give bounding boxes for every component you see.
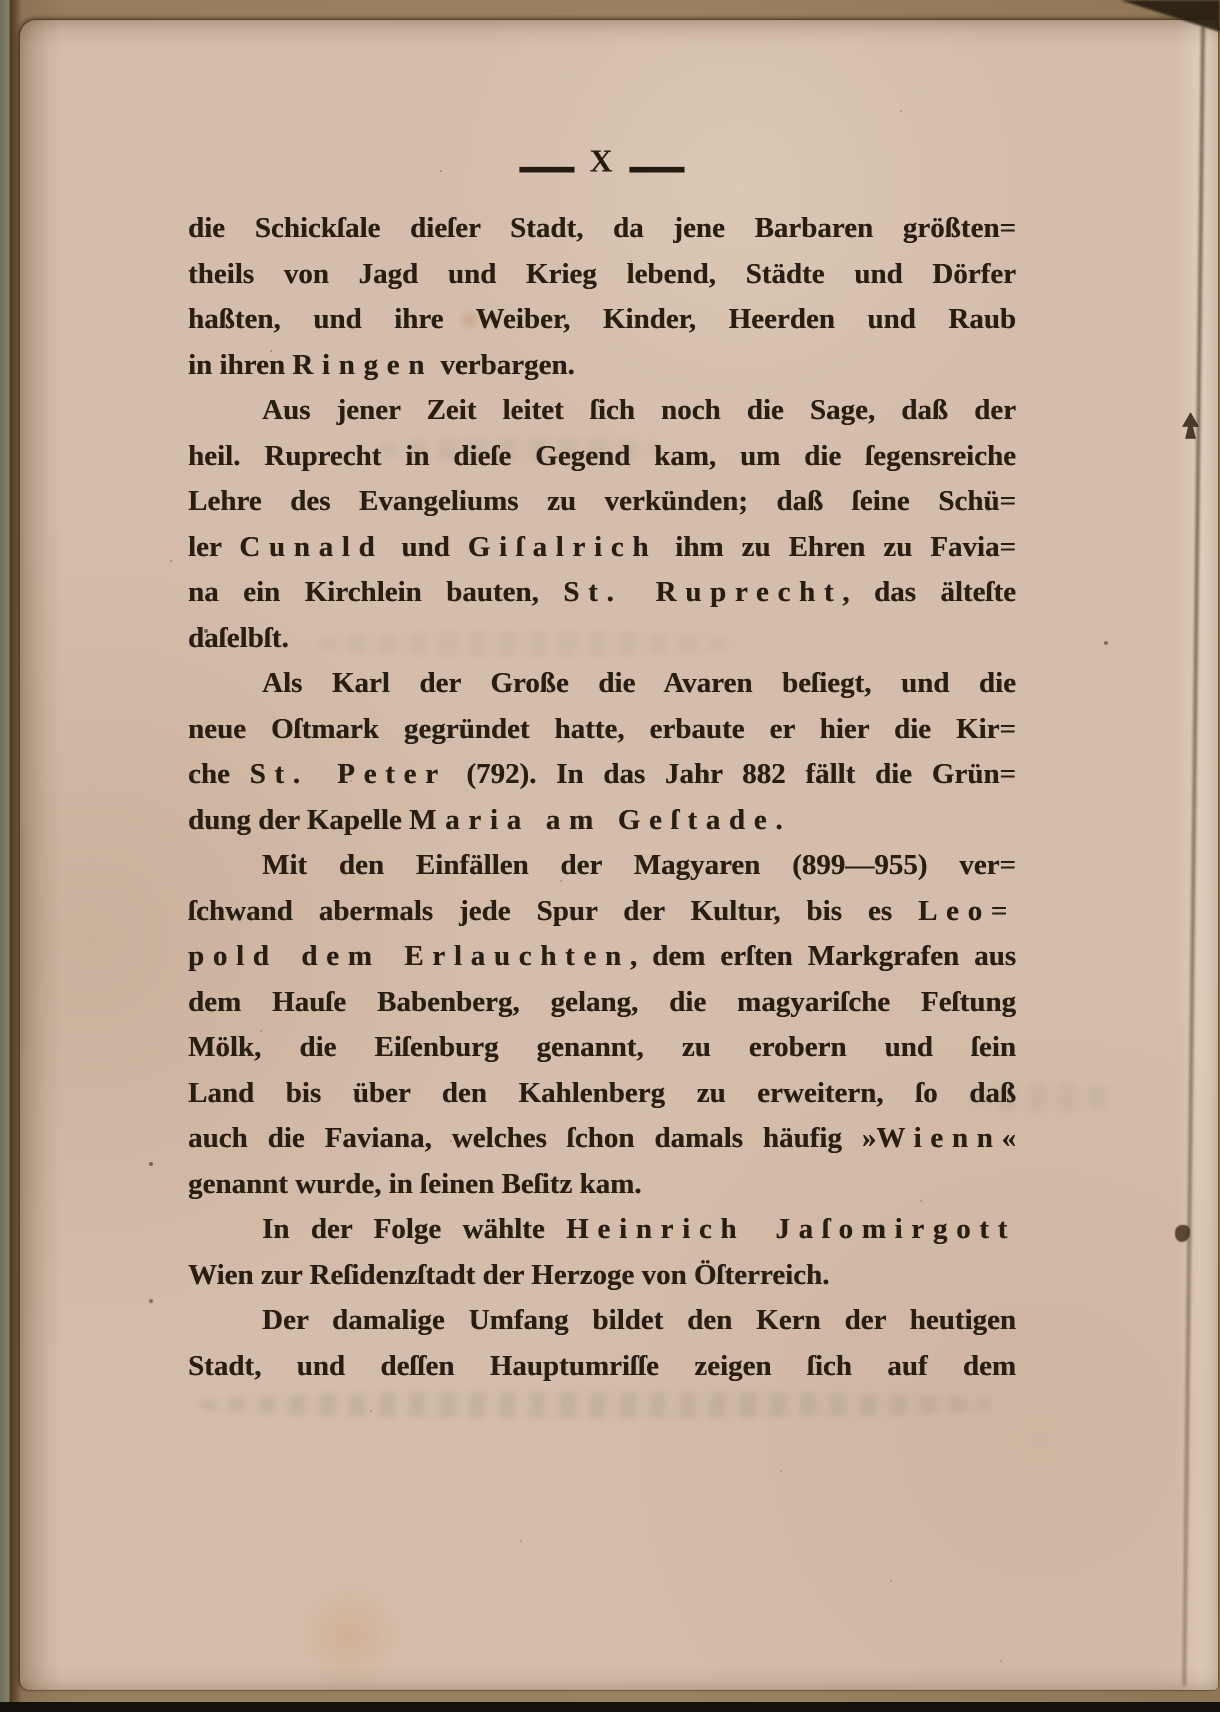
text-block bbox=[188, 206, 1016, 1389]
text-line bbox=[188, 1025, 1016, 1071]
text-line bbox=[188, 297, 1016, 343]
spaced-text-segment: St. Ruprecht bbox=[563, 576, 843, 608]
text-segment: ler bbox=[188, 530, 240, 563]
text-segment: na ein Kirchlein bauten, bbox=[188, 576, 564, 608]
text-line bbox=[188, 934, 1016, 980]
text-segment: heil. Ruprecht in dieſe Gegend kam, um die ſegensreiche bbox=[188, 439, 1016, 472]
spaced-text-segment: Cunald bbox=[239, 530, 384, 563]
header-rule-right: — bbox=[629, 115, 684, 206]
text-line bbox=[188, 661, 1016, 707]
text-segment: . bbox=[775, 803, 783, 836]
text-segment: genannt wurde, in ſeinen Beſitz kam. bbox=[188, 1167, 642, 1200]
text-line bbox=[188, 1344, 1016, 1390]
text-line bbox=[188, 1162, 1016, 1208]
text-segment: Der damalige Umfang bildet den Kern der heutigen bbox=[262, 1304, 1016, 1336]
spaced-text-segment: Giſalrich bbox=[467, 530, 658, 563]
text-segment: ihm zu Ehren zu Favia= bbox=[657, 530, 1017, 563]
text-segment: , dem erſten Markgrafen aus bbox=[629, 940, 1016, 972]
text-segment: Land bis über den Kahlenberg zu erweitern, ſo daß bbox=[188, 1076, 1016, 1109]
text-line bbox=[188, 980, 1016, 1026]
text-line bbox=[188, 707, 1016, 753]
text-segment: Als Karl der Große die Avaren beſiegt, und die bbox=[262, 667, 1016, 699]
page-header bbox=[188, 115, 1016, 206]
text-line bbox=[188, 1207, 1016, 1253]
text-segment: Lehre des Evangeliums zu verkünden; daß ſeine Schü= bbox=[188, 485, 1016, 517]
text-segment: ſchwand abermals jede Spur der Kultur, bis es bbox=[188, 894, 918, 927]
spaced-text-segment: pold dem Erlauchten bbox=[188, 940, 630, 972]
text-line bbox=[188, 206, 1016, 252]
text-segment: daſelbſt. bbox=[188, 621, 289, 654]
text-line bbox=[188, 1253, 1016, 1299]
text-segment: haßten, und ihre Weiber, Kinder, Heerden und Raub bbox=[188, 303, 1016, 335]
text-line bbox=[188, 843, 1016, 889]
text-line bbox=[188, 752, 1016, 798]
text-segment: dem Hauſe Babenberg, gelang, die magyariſche Feſtung bbox=[188, 985, 1016, 1018]
corner-mark bbox=[1120, 0, 1220, 32]
text-line bbox=[188, 434, 1016, 480]
text-segment: che bbox=[188, 758, 250, 790]
text-segment: verbargen. bbox=[433, 348, 575, 381]
text-segment: In der Folge wählte bbox=[262, 1213, 567, 1245]
scan-background-edge bbox=[0, 1702, 1220, 1712]
text-segment: dung der Kapelle bbox=[188, 803, 410, 836]
spaced-text-segment: Ringen bbox=[292, 348, 434, 381]
text-segment: auch die Faviana, welches ſchon damals häufig » bbox=[188, 1122, 877, 1154]
bleed-through-smudge bbox=[200, 1392, 990, 1418]
text-line bbox=[188, 388, 1016, 434]
text-line bbox=[188, 479, 1016, 525]
text-segment: « bbox=[1001, 1122, 1016, 1154]
text-segment: in ihren bbox=[188, 348, 293, 381]
text-segment: Mölk, die Eiſenburg genannt, zu erobern und ſein bbox=[188, 1031, 1016, 1063]
text-segment: theils von Jagd und Krieg lebend, Städte und Dörfer bbox=[188, 257, 1016, 290]
page-number: X bbox=[589, 142, 615, 179]
text-segment: Stadt, und deſſen Hauptumriſſe zeigen ſich auf dem bbox=[188, 1349, 1016, 1382]
text-line bbox=[188, 1298, 1016, 1344]
text-line bbox=[188, 889, 1016, 935]
book-page bbox=[20, 20, 1218, 1690]
spaced-text-segment: Heinrich Jaſomirgott bbox=[566, 1213, 1016, 1245]
text-line bbox=[188, 1116, 1016, 1162]
text-segment: und bbox=[383, 530, 468, 563]
text-line bbox=[188, 616, 1016, 662]
text-line bbox=[188, 252, 1016, 298]
text-line bbox=[188, 798, 1016, 844]
text-segment: , das älteſte bbox=[842, 576, 1017, 608]
text-segment: Wien zur Reſidenzſtadt der Herzoge von Öſterreich. bbox=[188, 1258, 830, 1291]
text-segment: neue Oſtmark gegründet hatte, erbaute er hier die Kir= bbox=[188, 712, 1016, 745]
spaced-text-segment: St. Peter bbox=[249, 758, 447, 790]
text-line bbox=[188, 525, 1016, 571]
text-line bbox=[188, 570, 1016, 616]
spaced-text-segment: Wienn bbox=[876, 1122, 1002, 1154]
text-line bbox=[188, 343, 1016, 389]
spaced-text-segment: Leo= bbox=[917, 894, 1016, 927]
page-crease bbox=[1182, 26, 1205, 1686]
text-segment: Mit den Einfällen der Magyaren (899—955) ver= bbox=[262, 849, 1016, 881]
text-segment: (792). In das Jahr 882 fällt die Grün= bbox=[446, 758, 1016, 790]
spaced-text-segment: Maria am Geſtade bbox=[409, 803, 776, 836]
text-segment: die Schickſale dieſer Stadt, da jene Barbaren größten= bbox=[188, 212, 1016, 244]
text-segment: Aus jener Zeit leitet ſich noch die Sage, daß der bbox=[262, 394, 1016, 426]
header-rule-left: — bbox=[520, 115, 575, 206]
text-line bbox=[188, 1071, 1016, 1117]
